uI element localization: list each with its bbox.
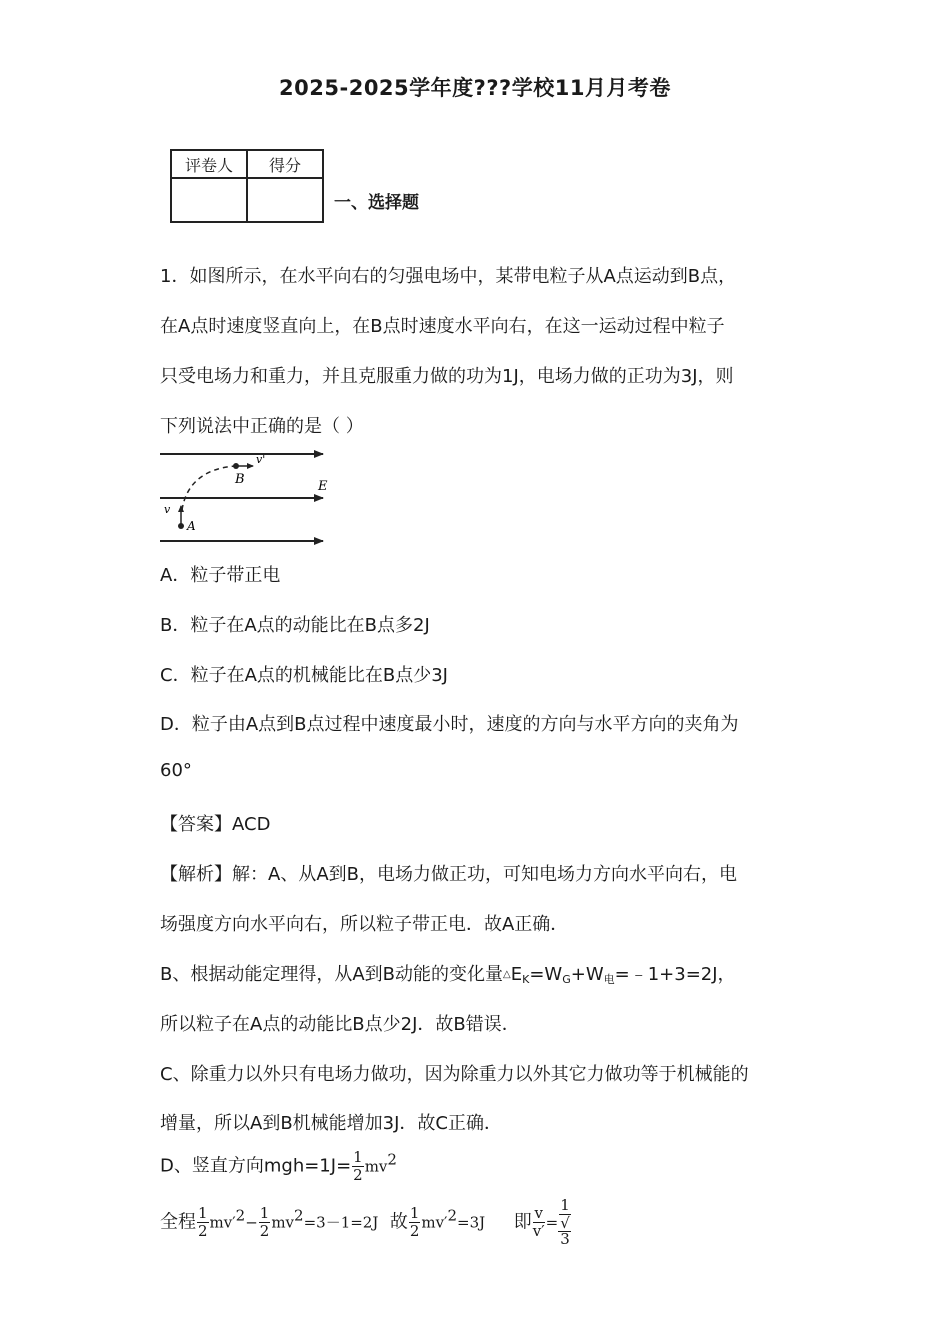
mv-term: mv <box>271 1213 295 1232</box>
frac-den-v-prime: v′ <box>532 1222 545 1240</box>
square-exp: 2 <box>447 1206 458 1225</box>
frac-num: 1 <box>409 1204 420 1222</box>
analysis-d-prefix: D、竖直方向mgh=1J= <box>160 1155 352 1177</box>
label-b: B <box>235 472 245 487</box>
analysis-line-6: 增量，所以A到B机械能增加3J．故C正确． <box>160 1113 502 1134</box>
frac-den: 2 <box>259 1222 270 1240</box>
option-a: A．粒子带正电 <box>160 565 281 586</box>
fraction-v-ratio <box>533 1206 545 1239</box>
answer: 【答案】ACD <box>160 814 271 835</box>
ji-label: 即 <box>513 1211 532 1233</box>
result-2j: =3－1=2J <box>303 1213 379 1232</box>
frac-num-v: v <box>534 1204 543 1222</box>
score-cell <box>247 178 323 222</box>
frac-den: 2 <box>353 1166 363 1184</box>
question-line-1: 1．如图所示，在水平向右的匀强电场中，某带电粒子从A点运动到B点， <box>160 266 737 287</box>
fraction-half-1 <box>197 1206 209 1239</box>
frac-num: 1 <box>198 1204 208 1222</box>
frac-den: 2 <box>409 1222 420 1240</box>
fraction-half <box>352 1150 364 1183</box>
question-line-3: 只受电场力和重力，并且克服重力做的功为1J，电场力做的正功为3J，则 <box>160 366 734 387</box>
analysis-b-prefix: B、根据动能定理得，从A到B动能的变化量 <box>160 964 504 985</box>
fraction-half-2 <box>259 1206 271 1239</box>
analysis-line-4: 所以粒子在A点的动能比B点少2J．故B错误． <box>160 1014 520 1035</box>
result-3j: =3J <box>457 1213 486 1232</box>
option-d-line-1: D．粒子由A点到B点过程中速度最小时，速度的方向与水平方向的夹角为 <box>160 714 739 735</box>
label-e: E <box>318 479 328 494</box>
minus-sign: − <box>245 1213 258 1232</box>
delta-symbol: △ <box>503 969 511 980</box>
question-line-2: 在A点时速度竖直向上，在B点时速度水平向右，在这一运动过程中粒子 <box>160 316 725 337</box>
frac-den: 2 <box>198 1222 208 1240</box>
option-d-line-2: 60° <box>160 760 192 781</box>
score-header: 得分 <box>247 150 323 178</box>
reviewer-header: 评卷人 <box>171 150 247 178</box>
page-title: 2025-2025学年度???学校11月月考卷 <box>279 76 671 100</box>
analysis-line-8 <box>160 1198 572 1247</box>
plus-w: +W <box>570 964 604 985</box>
analysis-line-7 <box>160 1150 397 1183</box>
quancheng-label: 全程 <box>160 1211 196 1233</box>
reviewer-cell <box>171 178 247 222</box>
gu-label: 故 <box>389 1211 408 1233</box>
analysis-line-5: C、除重力以外只有电场力做功，因为除重力以外其它力做功等于机械能的 <box>160 1064 749 1085</box>
trajectory-path <box>182 466 236 510</box>
equals-sign: = <box>545 1213 559 1232</box>
label-v: v <box>164 503 171 516</box>
analysis-line-1: 【解析】解：A、从A到B，电场力做正功，可知电场力方向水平向右，电 <box>160 864 737 885</box>
mv-term: mv <box>364 1157 388 1176</box>
square-exp: 2 <box>235 1206 246 1225</box>
electric-field-figure <box>158 446 333 548</box>
frac-num: 1 <box>259 1204 270 1222</box>
frac-num: 1 <box>353 1148 363 1166</box>
label-a: A <box>187 519 196 533</box>
square-exp: 2 <box>294 1206 304 1225</box>
wg-sub: G <box>562 973 571 986</box>
option-b: B．粒子在A点的动能比在B点多2J <box>160 615 430 636</box>
frac-den-sqrt: √ 3 <box>560 1214 570 1248</box>
option-c: C．粒子在A点的机械能比在B点少3J <box>160 665 448 686</box>
eq-wg: =W <box>529 964 563 985</box>
fraction-half-3 <box>409 1206 421 1239</box>
question-line-4: 下列说法中正确的是（ ） <box>160 416 364 437</box>
label-v-prime: v' <box>256 453 266 466</box>
analysis-line-2: 场强度方向水平向右，所以粒子带正电．故A正确． <box>160 914 569 935</box>
analysis-b-suffix: =﹣1+3=2J， <box>614 964 736 985</box>
analysis-line-3 <box>160 960 736 987</box>
mv-prime-term: mv′ <box>209 1213 236 1232</box>
ek-sub: K <box>522 973 530 986</box>
fraction-one-over-sqrt3 <box>559 1198 571 1247</box>
sqrt-radicand: 3 <box>560 1230 570 1248</box>
frac-num: 1 <box>560 1196 570 1214</box>
mv-prime-term: mv′ <box>421 1213 448 1232</box>
ek-e: E <box>510 964 523 985</box>
square-exp: 2 <box>387 1150 397 1169</box>
w-dian-sub: 电 <box>603 973 615 986</box>
section-title: 一、选择题 <box>334 193 419 213</box>
score-table <box>170 149 324 223</box>
